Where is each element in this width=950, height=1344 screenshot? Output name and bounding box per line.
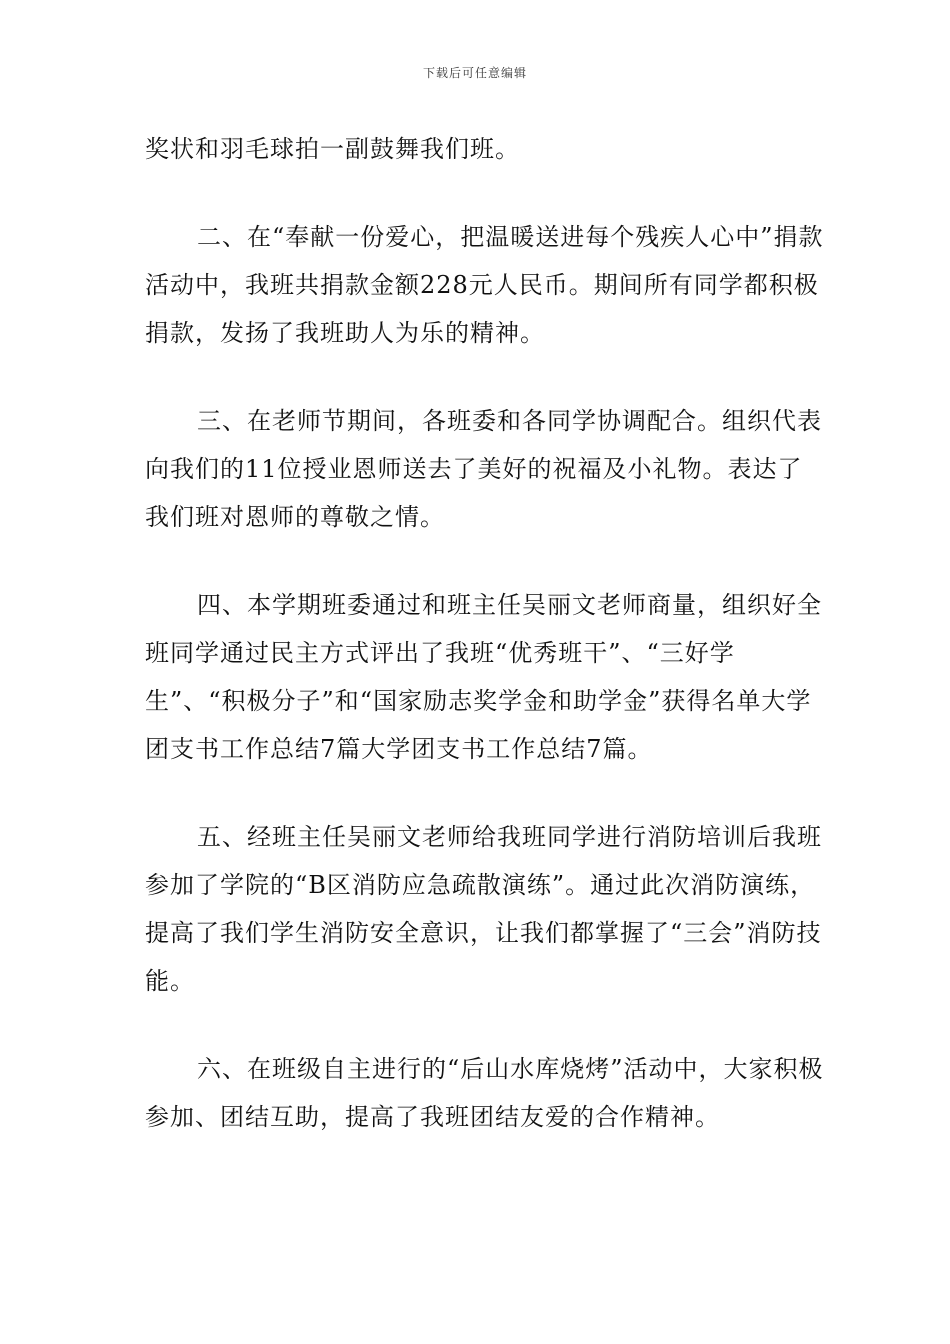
paragraph-item-4: 四、本学期班委通过和班主任吴丽文老师商量，组织好全班同学通过民主方式评出了我班“优秀班干”、“三好学生”、“积极分子”和“国家励志奖学金和助学金”获得名单大学团支书工作总结7篇大学团支书工作总结7篇。 bbox=[145, 591, 822, 763]
page-header: 下载后可任意编辑 bbox=[422, 66, 527, 80]
paragraph-continued: 奖状和羽毛球拍一副鼓舞我们班。 bbox=[145, 135, 520, 163]
paragraph-item-2: 二、在“奉献一份爱心，把温暖送进每个残疾人心中”捐款活动中，我班共捐款金额228元人民币。期间所有同学都积极捐款，发扬了我班助人为乐的精神。 bbox=[145, 223, 824, 347]
paragraph-item-3: 三、在老师节期间，各班委和各同学协调配合。组织代表向我们的11位授业恩师送去了美好的祝福及小礼物。表达了我们班对恩师的尊敬之情。 bbox=[145, 407, 822, 531]
paragraph-item-5: 五、经班主任吴丽文老师给我班同学进行消防培训后我班参加了学院的“B区消防应急疏散演练”。通过此次消防演练，提高了我们学生消防安全意识，让我们都掌握了“三会”消防技能。 bbox=[145, 823, 822, 995]
paragraph-item-6: 六、在班级自主进行的“后山水库烧烤”活动中，大家积极参加、团结互助，提高了我班团结友爱的合作精神。 bbox=[145, 1055, 824, 1131]
document-body bbox=[145, 125, 825, 1141]
